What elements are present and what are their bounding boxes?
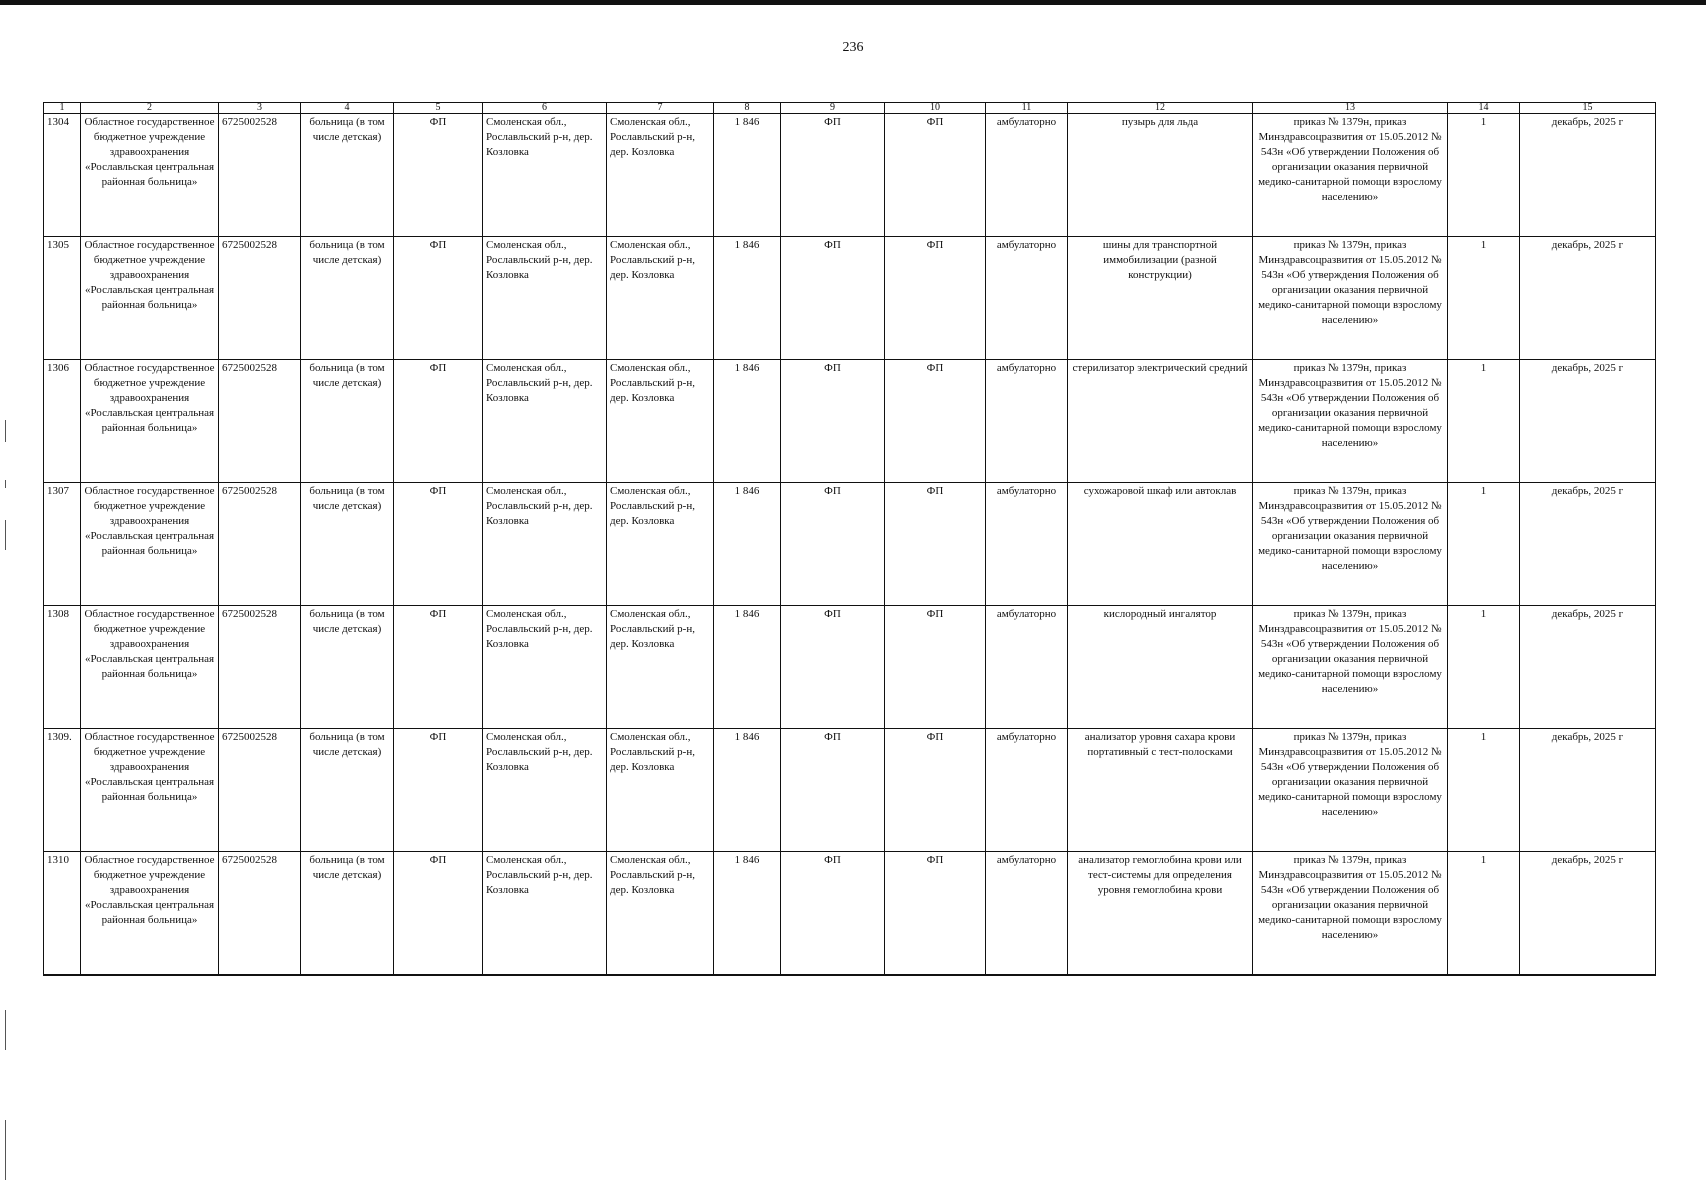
unit-type-cell: ФП bbox=[781, 852, 885, 976]
unit-type-cell: ФП bbox=[885, 360, 986, 483]
row-number-cell: 1306 bbox=[44, 360, 81, 483]
address-cell: Смоленская обл., Рославльский р-н, дер. Козловка bbox=[483, 237, 607, 360]
quantity-cell: 1 bbox=[1448, 237, 1520, 360]
inn-cell: 6725002528 bbox=[219, 852, 301, 976]
population-cell: 1 846 bbox=[714, 360, 781, 483]
table-row bbox=[44, 360, 1656, 483]
legal-basis-cell: приказ № 1379н, приказ Минздравсоцразвития от 15.05.2012 № 543н «Об утверждении Положения об организации оказания первичной медико-санитарной помощи взрослому населению» bbox=[1253, 483, 1448, 606]
institution-name-cell: Областное государственное бюджетное учреждение здравоохранения «Рославльская центральная районная больница» bbox=[81, 729, 219, 852]
delivery-date-cell: декабрь, 2025 г bbox=[1520, 852, 1656, 976]
table-row bbox=[44, 483, 1656, 606]
column-number-header: 4 bbox=[301, 103, 394, 114]
facility-type-cell: больница (в том числе детская) bbox=[301, 237, 394, 360]
unit-type-cell: ФП bbox=[781, 606, 885, 729]
address-cell: Смоленская обл., Рославльский р-н, дер. Козловка bbox=[483, 606, 607, 729]
row-number-cell: 1309. bbox=[44, 729, 81, 852]
table-row bbox=[44, 114, 1656, 237]
column-number-header: 1 bbox=[44, 103, 81, 114]
top-border-rule bbox=[0, 0, 1706, 5]
population-cell: 1 846 bbox=[714, 237, 781, 360]
care-mode-cell: амбулаторно bbox=[986, 114, 1068, 237]
institution-name-cell: Областное государственное бюджетное учреждение здравоохранения «Рославльская центральная районная больница» bbox=[81, 360, 219, 483]
column-number-header: 11 bbox=[986, 103, 1068, 114]
institution-name-cell: Областное государственное бюджетное учреждение здравоохранения «Рославльская центральная районная больница» bbox=[81, 852, 219, 976]
delivery-date-cell: декабрь, 2025 г bbox=[1520, 729, 1656, 852]
facility-type-cell: больница (в том числе детская) bbox=[301, 729, 394, 852]
column-number-header: 12 bbox=[1068, 103, 1253, 114]
table-row bbox=[44, 606, 1656, 729]
location-address-cell: Смоленская обл., Рославльский р-н, дер. Козловка bbox=[607, 360, 714, 483]
address-cell: Смоленская обл., Рославльский р-н, дер. Козловка bbox=[483, 360, 607, 483]
unit-type-cell: ФП bbox=[781, 114, 885, 237]
unit-type-cell: ФП bbox=[394, 729, 483, 852]
table-row bbox=[44, 852, 1656, 976]
unit-type-cell: ФП bbox=[885, 483, 986, 606]
location-address-cell: Смоленская обл., Рославльский р-н, дер. Козловка bbox=[607, 114, 714, 237]
unit-type-cell: ФП bbox=[394, 114, 483, 237]
location-address-cell: Смоленская обл., Рославльский р-н, дер. Козловка bbox=[607, 237, 714, 360]
institution-name-cell: Областное государственное бюджетное учреждение здравоохранения «Рославльская центральная районная больница» bbox=[81, 483, 219, 606]
care-mode-cell: амбулаторно bbox=[986, 606, 1068, 729]
population-cell: 1 846 bbox=[714, 483, 781, 606]
quantity-cell: 1 bbox=[1448, 483, 1520, 606]
column-number-header: 3 bbox=[219, 103, 301, 114]
facility-type-cell: больница (в том числе детская) bbox=[301, 114, 394, 237]
unit-type-cell: ФП bbox=[781, 483, 885, 606]
inn-cell: 6725002528 bbox=[219, 114, 301, 237]
equipment-register-table bbox=[43, 102, 1656, 976]
quantity-cell: 1 bbox=[1448, 114, 1520, 237]
inn-cell: 6725002528 bbox=[219, 237, 301, 360]
column-number-header: 15 bbox=[1520, 103, 1656, 114]
column-number-header: 9 bbox=[781, 103, 885, 114]
column-number-header: 10 bbox=[885, 103, 986, 114]
scan-margin-marks bbox=[2, 0, 8, 1200]
legal-basis-cell: приказ № 1379н, приказ Минздравсоцразвития от 15.05.2012 № 543н «Об утверждении Положения об организации оказания первичной медико-санитарной помощи взрослому населению» bbox=[1253, 852, 1448, 976]
facility-type-cell: больница (в том числе детская) bbox=[301, 606, 394, 729]
equipment-name-cell: анализатор уровня сахара крови портативный с тест-полосками bbox=[1068, 729, 1253, 852]
institution-name-cell: Областное государственное бюджетное учреждение здравоохранения «Рославльская центральная районная больница» bbox=[81, 114, 219, 237]
unit-type-cell: ФП bbox=[394, 852, 483, 976]
unit-type-cell: ФП bbox=[885, 237, 986, 360]
population-cell: 1 846 bbox=[714, 114, 781, 237]
address-cell: Смоленская обл., Рославльский р-н, дер. Козловка bbox=[483, 852, 607, 976]
equipment-name-cell: анализатор гемоглобина крови или тест-системы для определения уровня гемоглобина крови bbox=[1068, 852, 1253, 976]
legal-basis-cell: приказ № 1379н, приказ Минздравсоцразвития от 15.05.2012 № 543н «Об утверждении Положения об организации оказания первичной медико-санитарной помощи взрослому населению» bbox=[1253, 114, 1448, 237]
equipment-name-cell: кислородный ингалятор bbox=[1068, 606, 1253, 729]
unit-type-cell: ФП bbox=[885, 729, 986, 852]
row-number-cell: 1305 bbox=[44, 237, 81, 360]
inn-cell: 6725002528 bbox=[219, 729, 301, 852]
column-number-header: 5 bbox=[394, 103, 483, 114]
unit-type-cell: ФП bbox=[394, 483, 483, 606]
care-mode-cell: амбулаторно bbox=[986, 237, 1068, 360]
equipment-name-cell: стерилизатор электрический средний bbox=[1068, 360, 1253, 483]
column-number-header: 14 bbox=[1448, 103, 1520, 114]
unit-type-cell: ФП bbox=[394, 360, 483, 483]
row-number-cell: 1307 bbox=[44, 483, 81, 606]
row-number-cell: 1308 bbox=[44, 606, 81, 729]
quantity-cell: 1 bbox=[1448, 606, 1520, 729]
table-row bbox=[44, 729, 1656, 852]
equipment-name-cell: пузырь для льда bbox=[1068, 114, 1253, 237]
page-number: 236 bbox=[842, 40, 864, 55]
population-cell: 1 846 bbox=[714, 606, 781, 729]
row-number-cell: 1304 bbox=[44, 114, 81, 237]
facility-type-cell: больница (в том числе детская) bbox=[301, 852, 394, 976]
column-number-header: 2 bbox=[81, 103, 219, 114]
population-cell: 1 846 bbox=[714, 852, 781, 976]
inn-cell: 6725002528 bbox=[219, 606, 301, 729]
equipment-name-cell: шины для транспортной иммобилизации (разной конструкции) bbox=[1068, 237, 1253, 360]
unit-type-cell: ФП bbox=[885, 114, 986, 237]
address-cell: Смоленская обл., Рославльский р-н, дер. Козловка bbox=[483, 483, 607, 606]
unit-type-cell: ФП bbox=[781, 729, 885, 852]
location-address-cell: Смоленская обл., Рославльский р-н, дер. Козловка bbox=[607, 606, 714, 729]
inn-cell: 6725002528 bbox=[219, 483, 301, 606]
unit-type-cell: ФП bbox=[885, 852, 986, 976]
column-number-header: 13 bbox=[1253, 103, 1448, 114]
quantity-cell: 1 bbox=[1448, 729, 1520, 852]
table-row bbox=[44, 237, 1656, 360]
address-cell: Смоленская обл., Рославльский р-н, дер. Козловка bbox=[483, 114, 607, 237]
location-address-cell: Смоленская обл., Рославльский р-н, дер. Козловка bbox=[607, 483, 714, 606]
legal-basis-cell: приказ № 1379н, приказ Минздравсоцразвития от 15.05.2012 № 543н «Об утверждении Положения об организации оказания первичной медико-санитарной помощи взрослому населению» bbox=[1253, 729, 1448, 852]
legal-basis-cell: приказ № 1379н, приказ Минздравсоцразвития от 15.05.2012 № 543н «Об утверждения Положения об организации оказания первичной медико-санитарной помощи взрослому населению» bbox=[1253, 237, 1448, 360]
equipment-name-cell: сухожаровой шкаф или автоклав bbox=[1068, 483, 1253, 606]
quantity-cell: 1 bbox=[1448, 360, 1520, 483]
population-cell: 1 846 bbox=[714, 729, 781, 852]
row-number-cell: 1310 bbox=[44, 852, 81, 976]
column-number-header: 8 bbox=[714, 103, 781, 114]
facility-type-cell: больница (в том числе детская) bbox=[301, 360, 394, 483]
delivery-date-cell: декабрь, 2025 г bbox=[1520, 237, 1656, 360]
care-mode-cell: амбулаторно bbox=[986, 360, 1068, 483]
inn-cell: 6725002528 bbox=[219, 360, 301, 483]
unit-type-cell: ФП bbox=[394, 237, 483, 360]
institution-name-cell: Областное государственное бюджетное учреждение здравоохранения «Рославльская центральная районная больница» bbox=[81, 237, 219, 360]
care-mode-cell: амбулаторно bbox=[986, 852, 1068, 976]
location-address-cell: Смоленская обл., Рославльский р-н, дер. Козловка bbox=[607, 729, 714, 852]
unit-type-cell: ФП bbox=[781, 360, 885, 483]
location-address-cell: Смоленская обл., Рославльский р-н, дер. Козловка bbox=[607, 852, 714, 976]
institution-name-cell: Областное государственное бюджетное учреждение здравоохранения «Рославльская центральная районная больница» bbox=[81, 606, 219, 729]
delivery-date-cell: декабрь, 2025 г bbox=[1520, 114, 1656, 237]
delivery-date-cell: декабрь, 2025 г bbox=[1520, 606, 1656, 729]
care-mode-cell: амбулаторно bbox=[986, 483, 1068, 606]
legal-basis-cell: приказ № 1379н, приказ Минздравсоцразвития от 15.05.2012 № 543н «Об утверждении Положения об организации оказания первичной медико-санитарной помощи взрослому населению» bbox=[1253, 360, 1448, 483]
unit-type-cell: ФП bbox=[394, 606, 483, 729]
table-body bbox=[44, 103, 1656, 976]
unit-type-cell: ФП bbox=[781, 237, 885, 360]
legal-basis-cell: приказ № 1379н, приказ Минздравсоцразвития от 15.05.2012 № 543н «Об утверждении Положения об организации оказания первичной медико-санитарной помощи взрослому населению» bbox=[1253, 606, 1448, 729]
care-mode-cell: амбулаторно bbox=[986, 729, 1068, 852]
column-number-header: 7 bbox=[607, 103, 714, 114]
delivery-date-cell: декабрь, 2025 г bbox=[1520, 483, 1656, 606]
address-cell: Смоленская обл., Рославльский р-н, дер. Козловка bbox=[483, 729, 607, 852]
delivery-date-cell: декабрь, 2025 г bbox=[1520, 360, 1656, 483]
column-number-header: 6 bbox=[483, 103, 607, 114]
unit-type-cell: ФП bbox=[885, 606, 986, 729]
quantity-cell: 1 bbox=[1448, 852, 1520, 976]
column-number-header-row bbox=[44, 103, 1656, 114]
facility-type-cell: больница (в том числе детская) bbox=[301, 483, 394, 606]
